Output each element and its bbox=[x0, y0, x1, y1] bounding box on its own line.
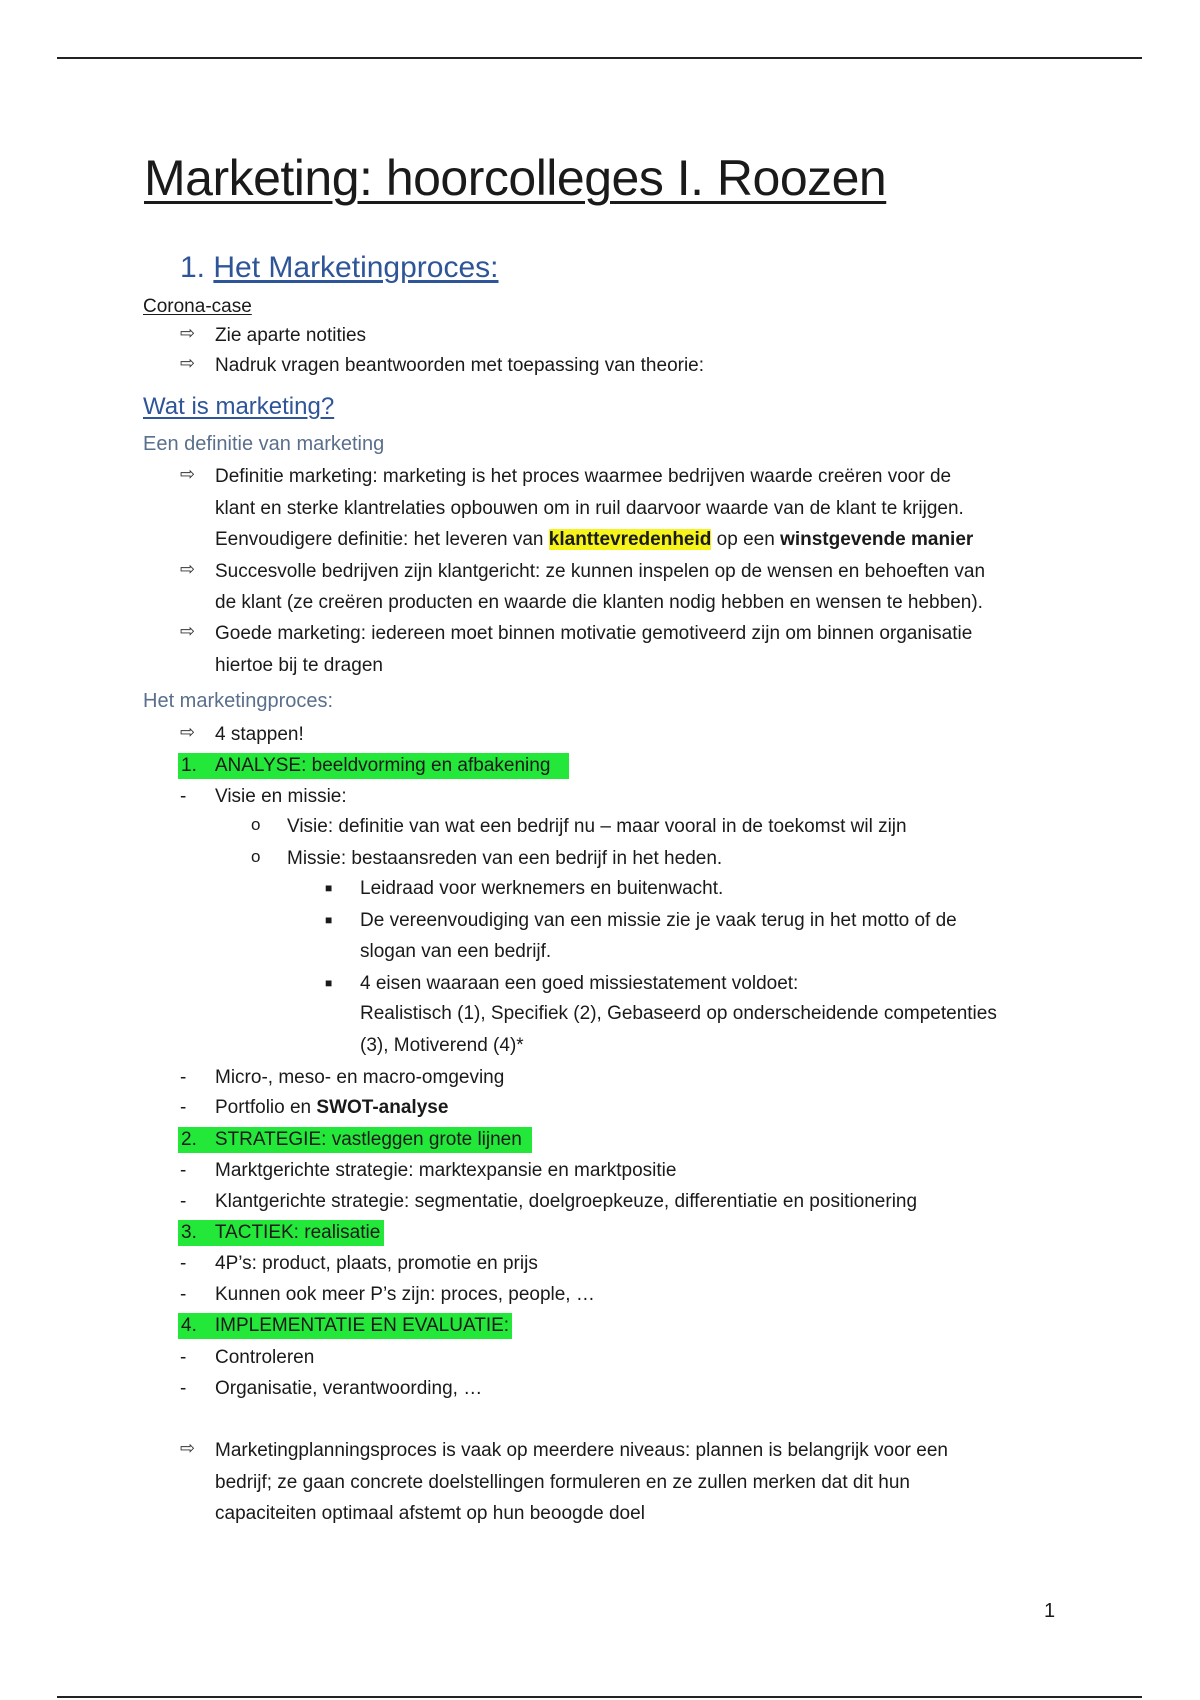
circle-bullet-icon: o bbox=[251, 815, 261, 834]
square-bullet-icon: ■ bbox=[325, 976, 333, 990]
process-heading: Het marketingproces: bbox=[143, 690, 334, 712]
list-item-continuation: Realistisch (1), Specifiek (2), Gebaseerd op onderscheidende competenties bbox=[360, 1003, 997, 1024]
step-number: 4. bbox=[181, 1315, 197, 1336]
list-item: Missie: bestaansreden van een bedrijf in het heden. bbox=[287, 848, 723, 869]
paragraph-line: klant en sterke klantrelaties opbouwen om in ruil daarvoor waarde van de klant te krijgen. bbox=[215, 498, 964, 519]
bold-term: winstgevende manier bbox=[780, 529, 974, 550]
document-title: Marketing: hoorcolleges I. Roozen bbox=[144, 150, 887, 206]
paragraph-line: de klant (ze creëren producten en waarde die klanten nodig hebben en wensen te hebben). bbox=[215, 592, 983, 613]
square-bullet-icon: ■ bbox=[325, 881, 333, 895]
list-item: 4P’s: product, plaats, promotie en prijs bbox=[215, 1253, 538, 1274]
text-run: op een bbox=[711, 529, 781, 550]
list-item: Visie en missie: bbox=[215, 786, 347, 807]
page-number: 1 bbox=[1044, 1600, 1056, 1622]
list-item-continuation: (3), Motiverend (4)* bbox=[360, 1035, 524, 1056]
paragraph-line: bedrijf; ze gaan concrete doelstellingen formuleren en ze zullen merken dat dit hun bbox=[215, 1472, 910, 1493]
arrow-bullet-icon: ⇨ bbox=[180, 353, 196, 373]
arrow-bullet-icon: ⇨ bbox=[180, 621, 196, 641]
list-item: Leidraad voor werknemers en buitenwacht. bbox=[360, 878, 724, 899]
list-item: De vereenvoudiging van een missie zie je vaak terug in het motto of de bbox=[360, 910, 957, 931]
step-number: 1. bbox=[181, 755, 197, 776]
step-1-highlight bbox=[178, 753, 569, 779]
paragraph-line: capaciteiten optimaal afstemt op hun beoogde doel bbox=[215, 1503, 645, 1524]
list-item: Micro-, meso- en macro-omgeving bbox=[215, 1067, 505, 1088]
step-label: ANALYSE: beeldvorming en afbakening bbox=[214, 755, 551, 776]
list-item: Controleren bbox=[215, 1347, 315, 1368]
dash-bullet: - bbox=[180, 786, 187, 807]
list-item-continuation: slogan van een bedrijf. bbox=[360, 941, 552, 962]
paragraph-line: hiertoe bij te dragen bbox=[215, 655, 383, 676]
corona-case-label: Corona-case bbox=[143, 296, 252, 317]
bold-term: SWOT-analyse bbox=[316, 1097, 449, 1118]
list-item: 4 stappen! bbox=[215, 724, 304, 745]
step-number: 2. bbox=[181, 1129, 197, 1150]
circle-bullet-icon: o bbox=[251, 847, 261, 866]
list-item: Klantgerichte strategie: segmentatie, doelgroepkeuze, differentiatie en positionering bbox=[215, 1191, 918, 1212]
step-number: 3. bbox=[181, 1222, 197, 1243]
header-rule bbox=[57, 57, 1142, 59]
list-item: Visie: definitie van wat een bedrijf nu – maar vooral in de toekomst wil zijn bbox=[287, 816, 907, 837]
step-2-highlight bbox=[178, 1127, 532, 1153]
list-item: Nadruk vragen beantwoorden met toepassing van theorie: bbox=[215, 355, 705, 376]
step-label: STRATEGIE: vastleggen grote lijnen bbox=[214, 1129, 522, 1150]
footer-rule bbox=[57, 1696, 1142, 1698]
arrow-bullet-icon: ⇨ bbox=[180, 722, 196, 742]
paragraph-line: Succesvolle bedrijven zijn klantgericht: ze kunnen inspelen op de wensen en behoeften van bbox=[215, 561, 986, 582]
paragraph-line bbox=[215, 527, 973, 553]
dash-bullet: - bbox=[180, 1378, 187, 1399]
definition-heading: Een definitie van marketing bbox=[143, 433, 385, 455]
list-item: Organisatie, verantwoording, … bbox=[215, 1378, 483, 1399]
what-is-marketing-heading: Wat is marketing? bbox=[143, 393, 335, 420]
step-label: IMPLEMENTATIE EN EVALUATIE: bbox=[214, 1315, 510, 1336]
dash-bullet: - bbox=[180, 1347, 187, 1368]
text-run: Eenvoudigere definitie: het leveren van bbox=[215, 529, 549, 550]
list-item: Marktgerichte strategie: marktexpansie en marktpositie bbox=[215, 1160, 677, 1181]
highlighted-term: klanttevredenheid bbox=[548, 529, 712, 550]
section-title: Het Marketingproces: bbox=[213, 251, 499, 284]
dash-bullet: - bbox=[180, 1191, 187, 1212]
list-item: Zie aparte notities bbox=[215, 325, 367, 346]
dash-bullet: - bbox=[180, 1067, 187, 1088]
list-item: Kunnen ook meer P’s zijn: proces, people, … bbox=[215, 1284, 595, 1305]
step-label: TACTIEK: realisatie bbox=[214, 1222, 381, 1243]
dash-bullet: - bbox=[180, 1160, 187, 1181]
paragraph-line: Marketingplanningsproces is vaak op meerdere niveaus: plannen is belangrijk voor een bbox=[215, 1440, 948, 1461]
arrow-bullet-icon: ⇨ bbox=[180, 559, 196, 579]
square-bullet-icon: ■ bbox=[325, 913, 333, 927]
arrow-bullet-icon: ⇨ bbox=[180, 1438, 196, 1458]
paragraph-line: Goede marketing: iedereen moet binnen motivatie gemotiveerd zijn om binnen organisatie bbox=[215, 623, 973, 644]
list-item: 4 eisen waaraan een goed missiestatement voldoet: bbox=[360, 973, 799, 994]
section-heading-1 bbox=[180, 248, 499, 288]
list-item bbox=[215, 1095, 448, 1121]
section-number: 1. bbox=[180, 251, 206, 284]
paragraph-line: Definitie marketing: marketing is het proces waarmee bedrijven waarde creëren voor de bbox=[215, 466, 952, 487]
dash-bullet: - bbox=[180, 1253, 187, 1274]
arrow-bullet-icon: ⇨ bbox=[180, 464, 196, 484]
dash-bullet: - bbox=[180, 1284, 187, 1305]
step-3-highlight bbox=[178, 1220, 384, 1246]
step-4-highlight bbox=[178, 1313, 512, 1339]
text-run: Portfolio en bbox=[215, 1097, 317, 1118]
dash-bullet: - bbox=[180, 1097, 187, 1118]
arrow-bullet-icon: ⇨ bbox=[180, 323, 196, 343]
